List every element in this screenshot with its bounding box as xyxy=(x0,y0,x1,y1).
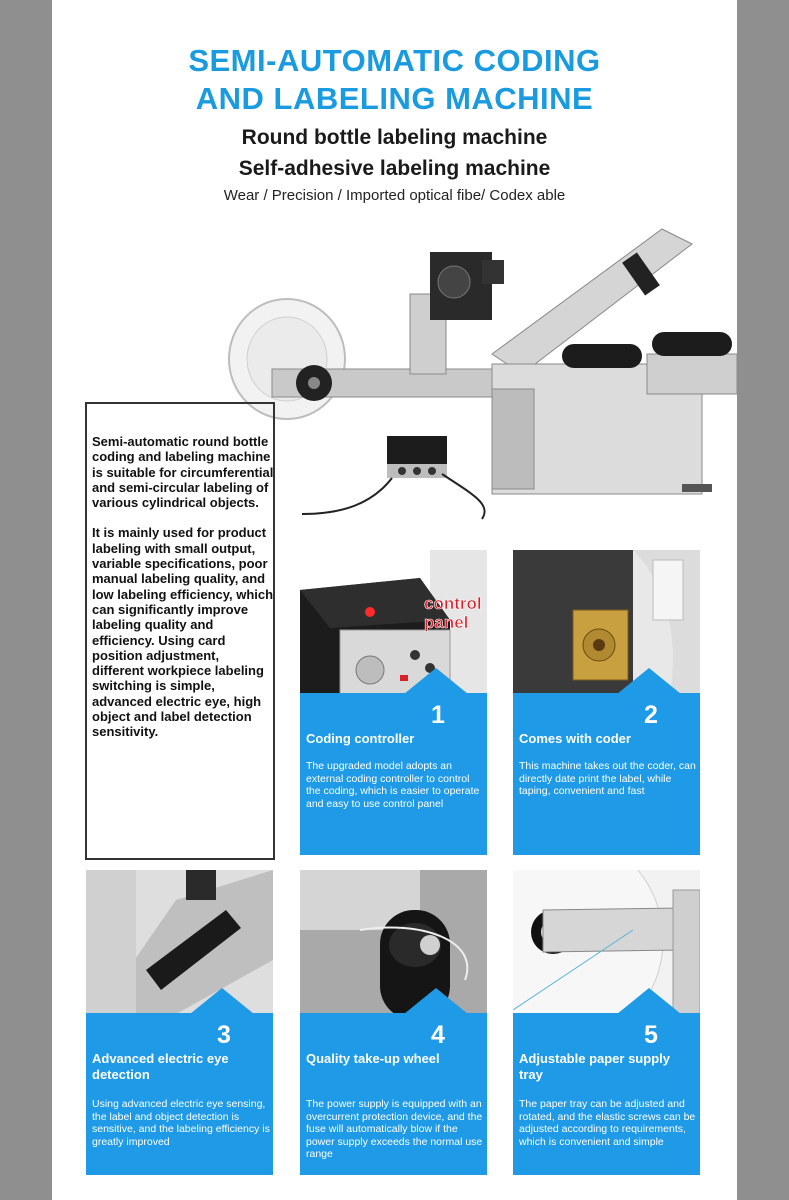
subtitle-line1: Round bottle labeling machine xyxy=(241,126,548,149)
subtitle-line2: Self-adhesive labeling machine xyxy=(238,157,551,180)
card-3-body: Using advanced electric eye sensing, the label and object detection is sensitive, and the labeling efficiency is greatly improved xyxy=(92,1098,270,1148)
card-5-number: 5 xyxy=(644,1021,658,1049)
card-5-notch xyxy=(617,988,681,1014)
card-4-title: Quality take-up wheel xyxy=(306,1051,440,1066)
card-3-title: Advanced electric eye detection xyxy=(92,1051,229,1082)
page-title-line1: SEMI-AUTOMATIC CODING xyxy=(188,43,601,78)
card-1-notch xyxy=(404,668,468,694)
feature-card-4 xyxy=(300,870,487,1175)
control-panel-callout xyxy=(420,590,500,642)
card-5-title: Adjustable paper supply tray xyxy=(519,1051,670,1082)
feature-card-1 xyxy=(300,550,487,855)
description-para1: Semi-automatic round bottle coding and labeling machine is suitable for circumferential and semi-circular labeling of various cylindrical objects. xyxy=(92,434,274,511)
feature-card-3 xyxy=(86,870,273,1175)
card-2-number: 2 xyxy=(644,701,658,729)
card-4-number: 4 xyxy=(431,1021,445,1049)
card-5-body: The paper tray can be adjusted and rotated, and the elastic screws can be adjusted according to requirements, which is convenient and simple xyxy=(519,1098,696,1148)
description-text xyxy=(92,434,274,755)
card-3-number: 3 xyxy=(217,1021,231,1049)
feature-card-5 xyxy=(513,870,700,1175)
card-3-panel xyxy=(86,1013,273,1175)
card-4-notch xyxy=(404,988,468,1014)
callout-text-2: panel xyxy=(424,613,469,632)
card-2-title: Comes with coder xyxy=(519,731,631,746)
card-3-notch xyxy=(190,988,254,1014)
card-1-body: The upgraded model adopts an external coding controller to control the coding, which is easier to operate and easy to use control panel xyxy=(306,760,480,810)
product-page xyxy=(52,0,737,1200)
feature-card-2 xyxy=(513,550,700,855)
feature-tagline: Wear / Precision / Imported optical fibe/ Codex able xyxy=(223,187,566,204)
card-2-body: This machine takes out the coder, can directly date print the label, while taping, convenient and fast xyxy=(519,760,696,797)
card-4-body: The power supply is equipped with an overcurrent protection device, and the fuse will automatically blow if the power supply exceeds the normal use range xyxy=(306,1098,483,1160)
card-5-panel xyxy=(513,1013,700,1175)
page-title-line2: AND LABELING MACHINE xyxy=(195,81,594,116)
card-1-title: Coding controller xyxy=(306,731,415,746)
callout-text: control xyxy=(424,594,482,613)
card-2-notch xyxy=(617,668,681,694)
description-para2: It is mainly used for product labeling with small output, variable specifications, poor manual labeling quality, and low labeling efficiency, which can significantly improve labeling quality and efficiency. Using card position adjustment, different workpiece labeling switching is simple, advanced electric eye, high object and label detection sensitivity. xyxy=(92,525,274,740)
card-1-number: 1 xyxy=(431,701,445,729)
